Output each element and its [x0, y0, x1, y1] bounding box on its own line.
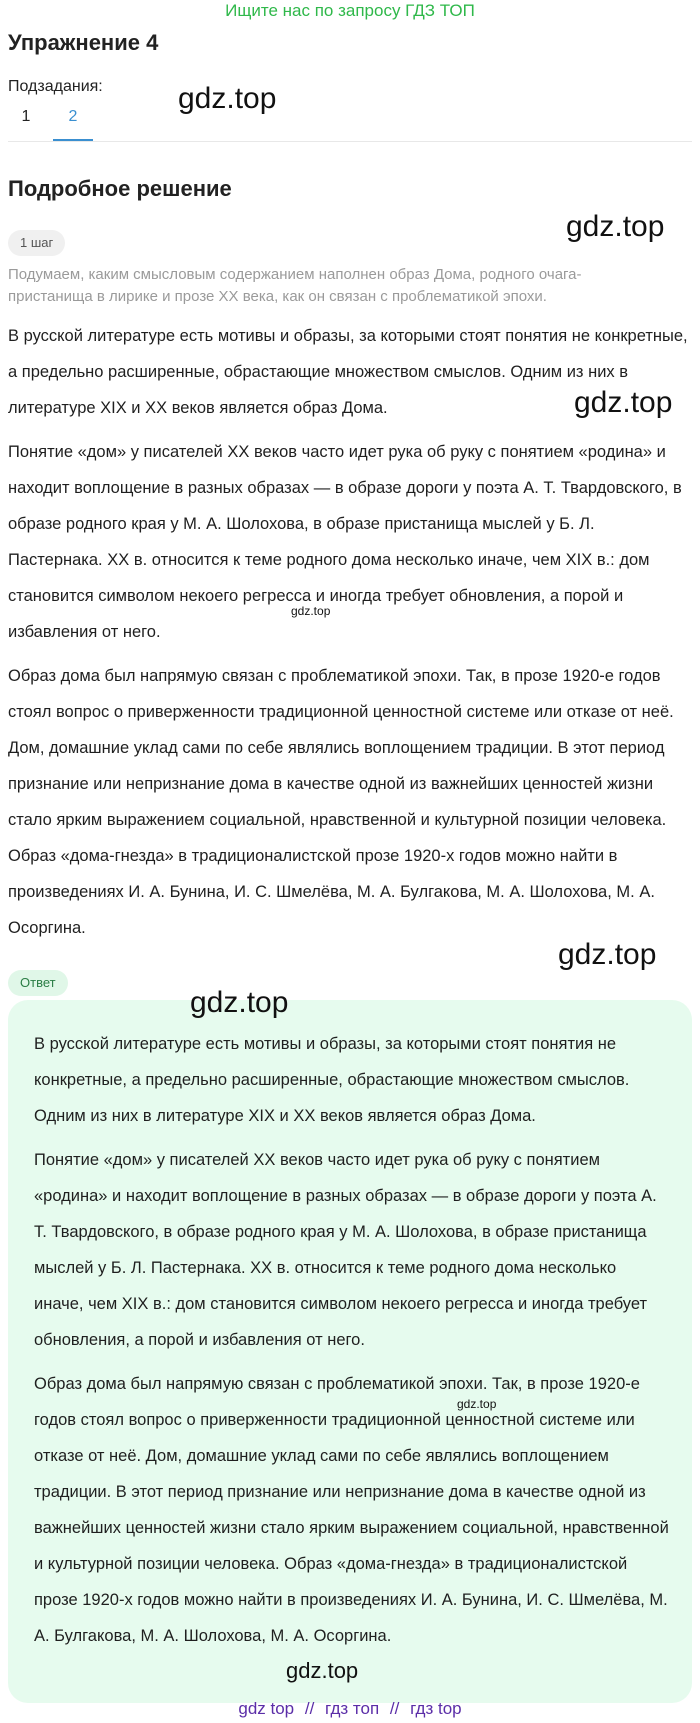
watermark: gdz.top [190, 986, 289, 1019]
watermark: gdz.top [291, 604, 331, 618]
footer-link[interactable]: gdz top [238, 1699, 295, 1718]
footer-separator: // [389, 1699, 400, 1718]
solution-title: Подробное решение [8, 176, 232, 201]
footer-links [0, 1699, 700, 1719]
step-hint: Подумаем, каким смысловым содержанием наполнен образ Дома, родного очага-пристанища в лирике и прозе XX века, как он связан с проблематикой эпохи. [8, 266, 582, 305]
watermark: gdz.top [286, 1658, 359, 1683]
solution-paragraph: Образ дома был напрямую связан с проблематикой эпохи. Так, в прозе 1920-е годов стоял вопрос о приверженности традиционной ценностной системе или отказе от неё. Дом, домашние уклад сами по себе являлись воплощением традиции. В этот период признание или непризнание дома в качестве одной из важнейших ценностей жизни стало ярким выражением социальной, нравственной и культурной позиции человека. Образ «дома-гнезда» в традиционалистской прозе 1920-х годов можно найти в произведениях И. А. Бунина, И. С. Шмелёва, М. А. Булгакова, М. А. Шолохова, М. А. Осоргина. [8, 667, 674, 937]
answer-box [8, 1000, 692, 1703]
answer-paragraph: В русской литературе есть мотивы и образы, за которыми стоят понятия не конкретные, а предельно расширенные, обрастающие множеством смыслов. Одним из них в литературе XIX и XX веков является образ Дома. [34, 1035, 630, 1125]
solution-paragraph: Понятие «дом» у писателей XX веков часто идет рука об руку с понятием «родина» и находит воплощение в разных образах — в образе дороги у поэта А. Т. Твардовского, в образе родного края у М. А. Шолохова, в образе пристанища мыслей у Б. Л. Пастернака. XX в. относится к теме родного дома несколько иначе, чем XIX в.: дом становится символом некоего регресса и иногда требует обновления, а порой и избавления от него. [8, 443, 682, 641]
subtasks-label: Подзадания: [8, 78, 103, 95]
watermark: gdz.top [178, 82, 277, 115]
watermark: gdz.top [574, 386, 673, 419]
search-banner: Ищите нас по запросу ГДЗ ТОП [225, 1, 475, 20]
watermark: gdz.top [558, 938, 657, 971]
answer-paragraph: Образ дома был напрямую связан с проблематикой эпохи. Так, в прозе 1920-е годов стоял вопрос о приверженности традиционной ценностной системе или отказе от неё. Дом, домашние уклад сами по себе являлись воплощением традиции. В этот период признание или непризнание дома в качестве одной из важнейших ценностей жизни стало ярким выражением социальной, нравственной и культурной позиции человека. Образ «дома-гнезда» в традиционалистской прозе 1920-х годов можно найти в произведениях И. А. Бунина, И. С. Шмелёва, М. А. Булгакова, М. А. Шолохова, М. А. Осоргина. [34, 1375, 669, 1645]
answer-badge: Ответ [8, 970, 68, 996]
solution-paragraph: В русской литературе есть мотивы и образы, за которыми стоят понятия не конкретные, а предельно расширенные, обрастающие множеством смыслов. Одним из них в литературе XIX и XX веков является образ Дома. [8, 327, 688, 417]
footer-separator: // [304, 1699, 315, 1718]
answer-paragraph: Понятие «дом» у писателей XX веков часто идет рука об руку с понятием «родина» и находит воплощение в разных образах — в образе дороги у поэта А. Т. Твардовского, в образе родного края у М. А. Шолохова, в образе пристанища мыслей у Б. Л. Пастернака. XX в. относится к теме родного дома несколько иначе, чем XIX в.: дом становится символом некоего регресса и иногда требует обновления, а порой и избавления от него. [34, 1151, 657, 1349]
footer-link[interactable]: гдз top [410, 1699, 462, 1718]
divider [8, 141, 692, 142]
step-badge: 1 шаг [8, 230, 65, 256]
tab-subtask-2[interactable]: 2 [68, 108, 78, 125]
page-title: Упражнение 4 [8, 30, 159, 55]
tab-subtask-1[interactable]: 1 [21, 108, 31, 125]
watermark: gdz.top [566, 210, 665, 243]
watermark: gdz.top [457, 1397, 497, 1411]
footer-link[interactable]: гдз топ [325, 1699, 380, 1718]
